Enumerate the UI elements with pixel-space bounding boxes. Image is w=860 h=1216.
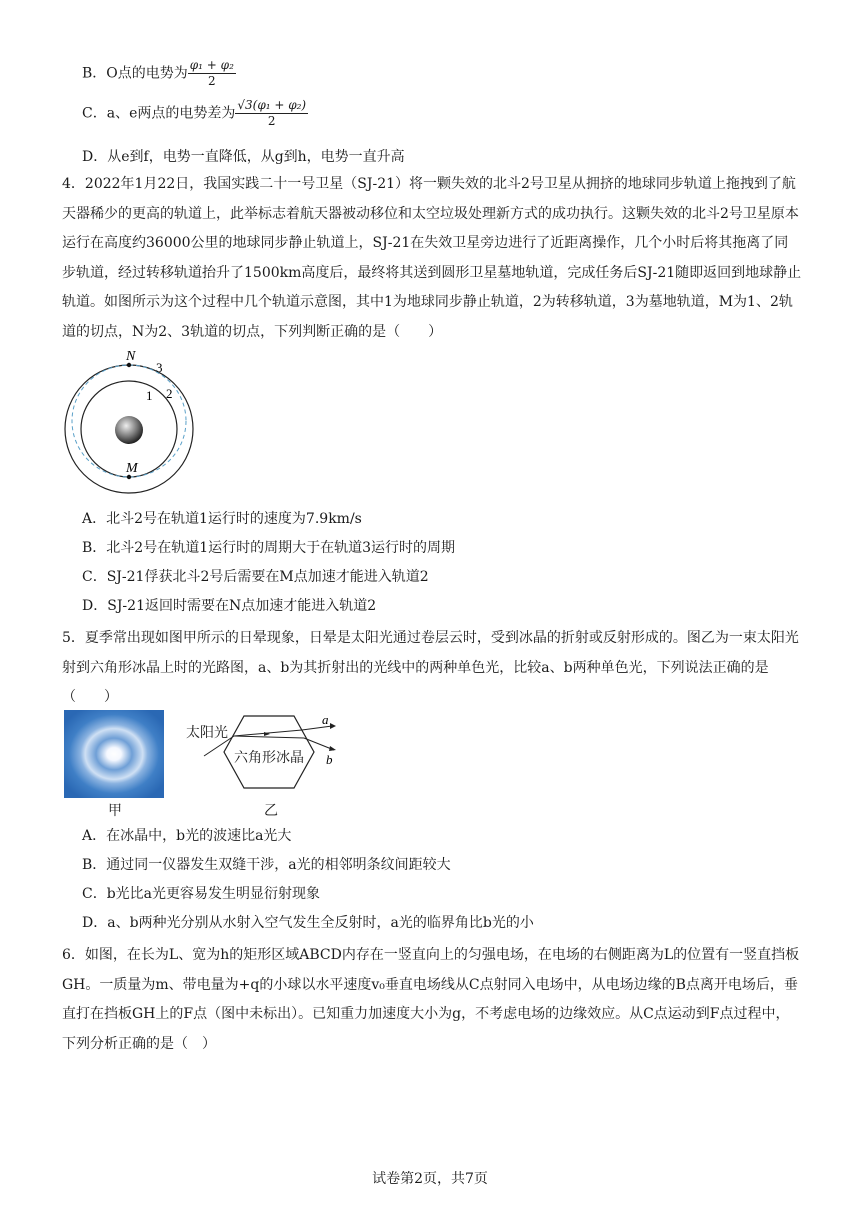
label-yi: 乙 bbox=[264, 803, 278, 819]
label-a: a bbox=[322, 712, 329, 727]
q4-stem: 4．2022年1月22日，我国实践二十一号卫星（SJ-21）将一颗失效的北斗2号卫星从拥挤的地球同步轨道上拖拽到了航天器稀少的更高的轨道上，此举标志着航天器被动移位和太空垃圾处理新方式的成功执行。这颗失效的北斗2号卫星原本运行在高度约36000公里的地球同步静止轨道上，SJ-21在失效卫星旁边进行了近距离操作，几个小时后将其拖离了同步轨道，经过转移轨道抬升了1500km高度后，最终将其送到圆形卫星墓地轨道，完成任务后SJ-21随即返回到地球静止轨道。如图所示为这个过程中几个轨道示意图，其中1为地球同步静止轨道，2为转移轨道，3为墓地轨道，M为1、2轨道的切点，N为2、3轨道的切点，下列判断正确的是（ ） bbox=[62, 176, 802, 340]
q4-option-d: D．SJ-21返回时需要在N点加速才能进入轨道2 bbox=[82, 598, 377, 614]
label-jia: 甲 bbox=[108, 803, 122, 819]
label-b: b bbox=[326, 752, 333, 767]
refracted-ray-b-inner bbox=[234, 736, 304, 738]
q3-c-fraction: $\frac{\text{√3(φ₁ + φ₂)}}{2}$ bbox=[237, 98, 307, 128]
sun-halo-photo bbox=[64, 710, 164, 798]
label-crystal: 六角形冰晶 bbox=[234, 750, 304, 766]
q3-option-c: C．a、e两点的电势差为 $\frac{\text{√3(φ₁ + φ₂)}}{2}$ bbox=[82, 98, 307, 128]
label-sunlight: 太阳光 bbox=[186, 725, 228, 741]
q5-stem: 5．夏季常出现如图甲所示的日晕现象，日晕是太阳光通过卷层云时，受到冰晶的折射或反射形成的。图乙为一束太阳光射到六角形冰晶上时的光路图，a、b为其折射出的光线中的两种单色光，比较a、b两种单色光，下列说法正确的是（ ） bbox=[62, 630, 799, 705]
q5-option-b: B．通过同一仪器发生双缝干涉，a光的相邻明条纹间距较大 bbox=[82, 857, 451, 873]
page-footer: 试卷第2页，共7页 bbox=[372, 1171, 488, 1187]
refracted-ray-a-inner bbox=[234, 730, 302, 736]
q6-stem: 6．如图，在长为L、宽为h的矩形区域ABCD内存在一竖直向上的匀强电场，在电场的右侧距离为L的位置有一竖直挡板GH。一质量为m、带电量为+q的小球以水平速度v₀垂直电场线从C点射同入电场中，从电场边缘的B点离开电场后，垂直打在挡板GH上的F点（图中未标出）。已知重力加速度大小为g，不考虑电场的边缘效应。从C点运动到F点过程中，下列分析正确的是（ ） bbox=[62, 947, 800, 1052]
ray-b-out bbox=[304, 738, 334, 750]
q3-b-fraction: $\frac{\text{φ₁ + φ₂}}{2}$ bbox=[189, 58, 234, 88]
q4-option-c: C．SJ-21俘获北斗2号后需要在M点加速才能进入轨道2 bbox=[82, 569, 429, 585]
orbit-diagram bbox=[62, 346, 202, 496]
q3-option-b: B．O点的电势为 $\frac{\text{φ₁ + φ₂}}{2}$ bbox=[82, 58, 234, 88]
label-orbit-3: 3 bbox=[156, 360, 163, 375]
q3-option-d: D．从e到f，电势一直降低，从g到h，电势一直升高 bbox=[82, 149, 405, 165]
label-orbit-1: 1 bbox=[146, 388, 153, 403]
earth-ball bbox=[115, 416, 143, 444]
label-m: M bbox=[126, 461, 138, 476]
label-orbit-2: 2 bbox=[166, 386, 173, 401]
label-n: N bbox=[126, 349, 136, 364]
q5-option-c: C．b光比a光更容易发生明显衍射现象 bbox=[82, 886, 321, 902]
q4-option-a: A．北斗2号在轨道1运行时的速度为7.9km/s bbox=[82, 511, 362, 527]
q5-option-a: A．在冰晶中，b光的波速比a光大 bbox=[82, 828, 292, 844]
q5-option-d: D．a、b两种光分别从水射入空气发生全反射时，a光的临界角比b光的小 bbox=[82, 915, 534, 931]
q4-option-b: B．北斗2号在轨道1运行时的周期大于在轨道3运行时的周期 bbox=[82, 540, 456, 556]
